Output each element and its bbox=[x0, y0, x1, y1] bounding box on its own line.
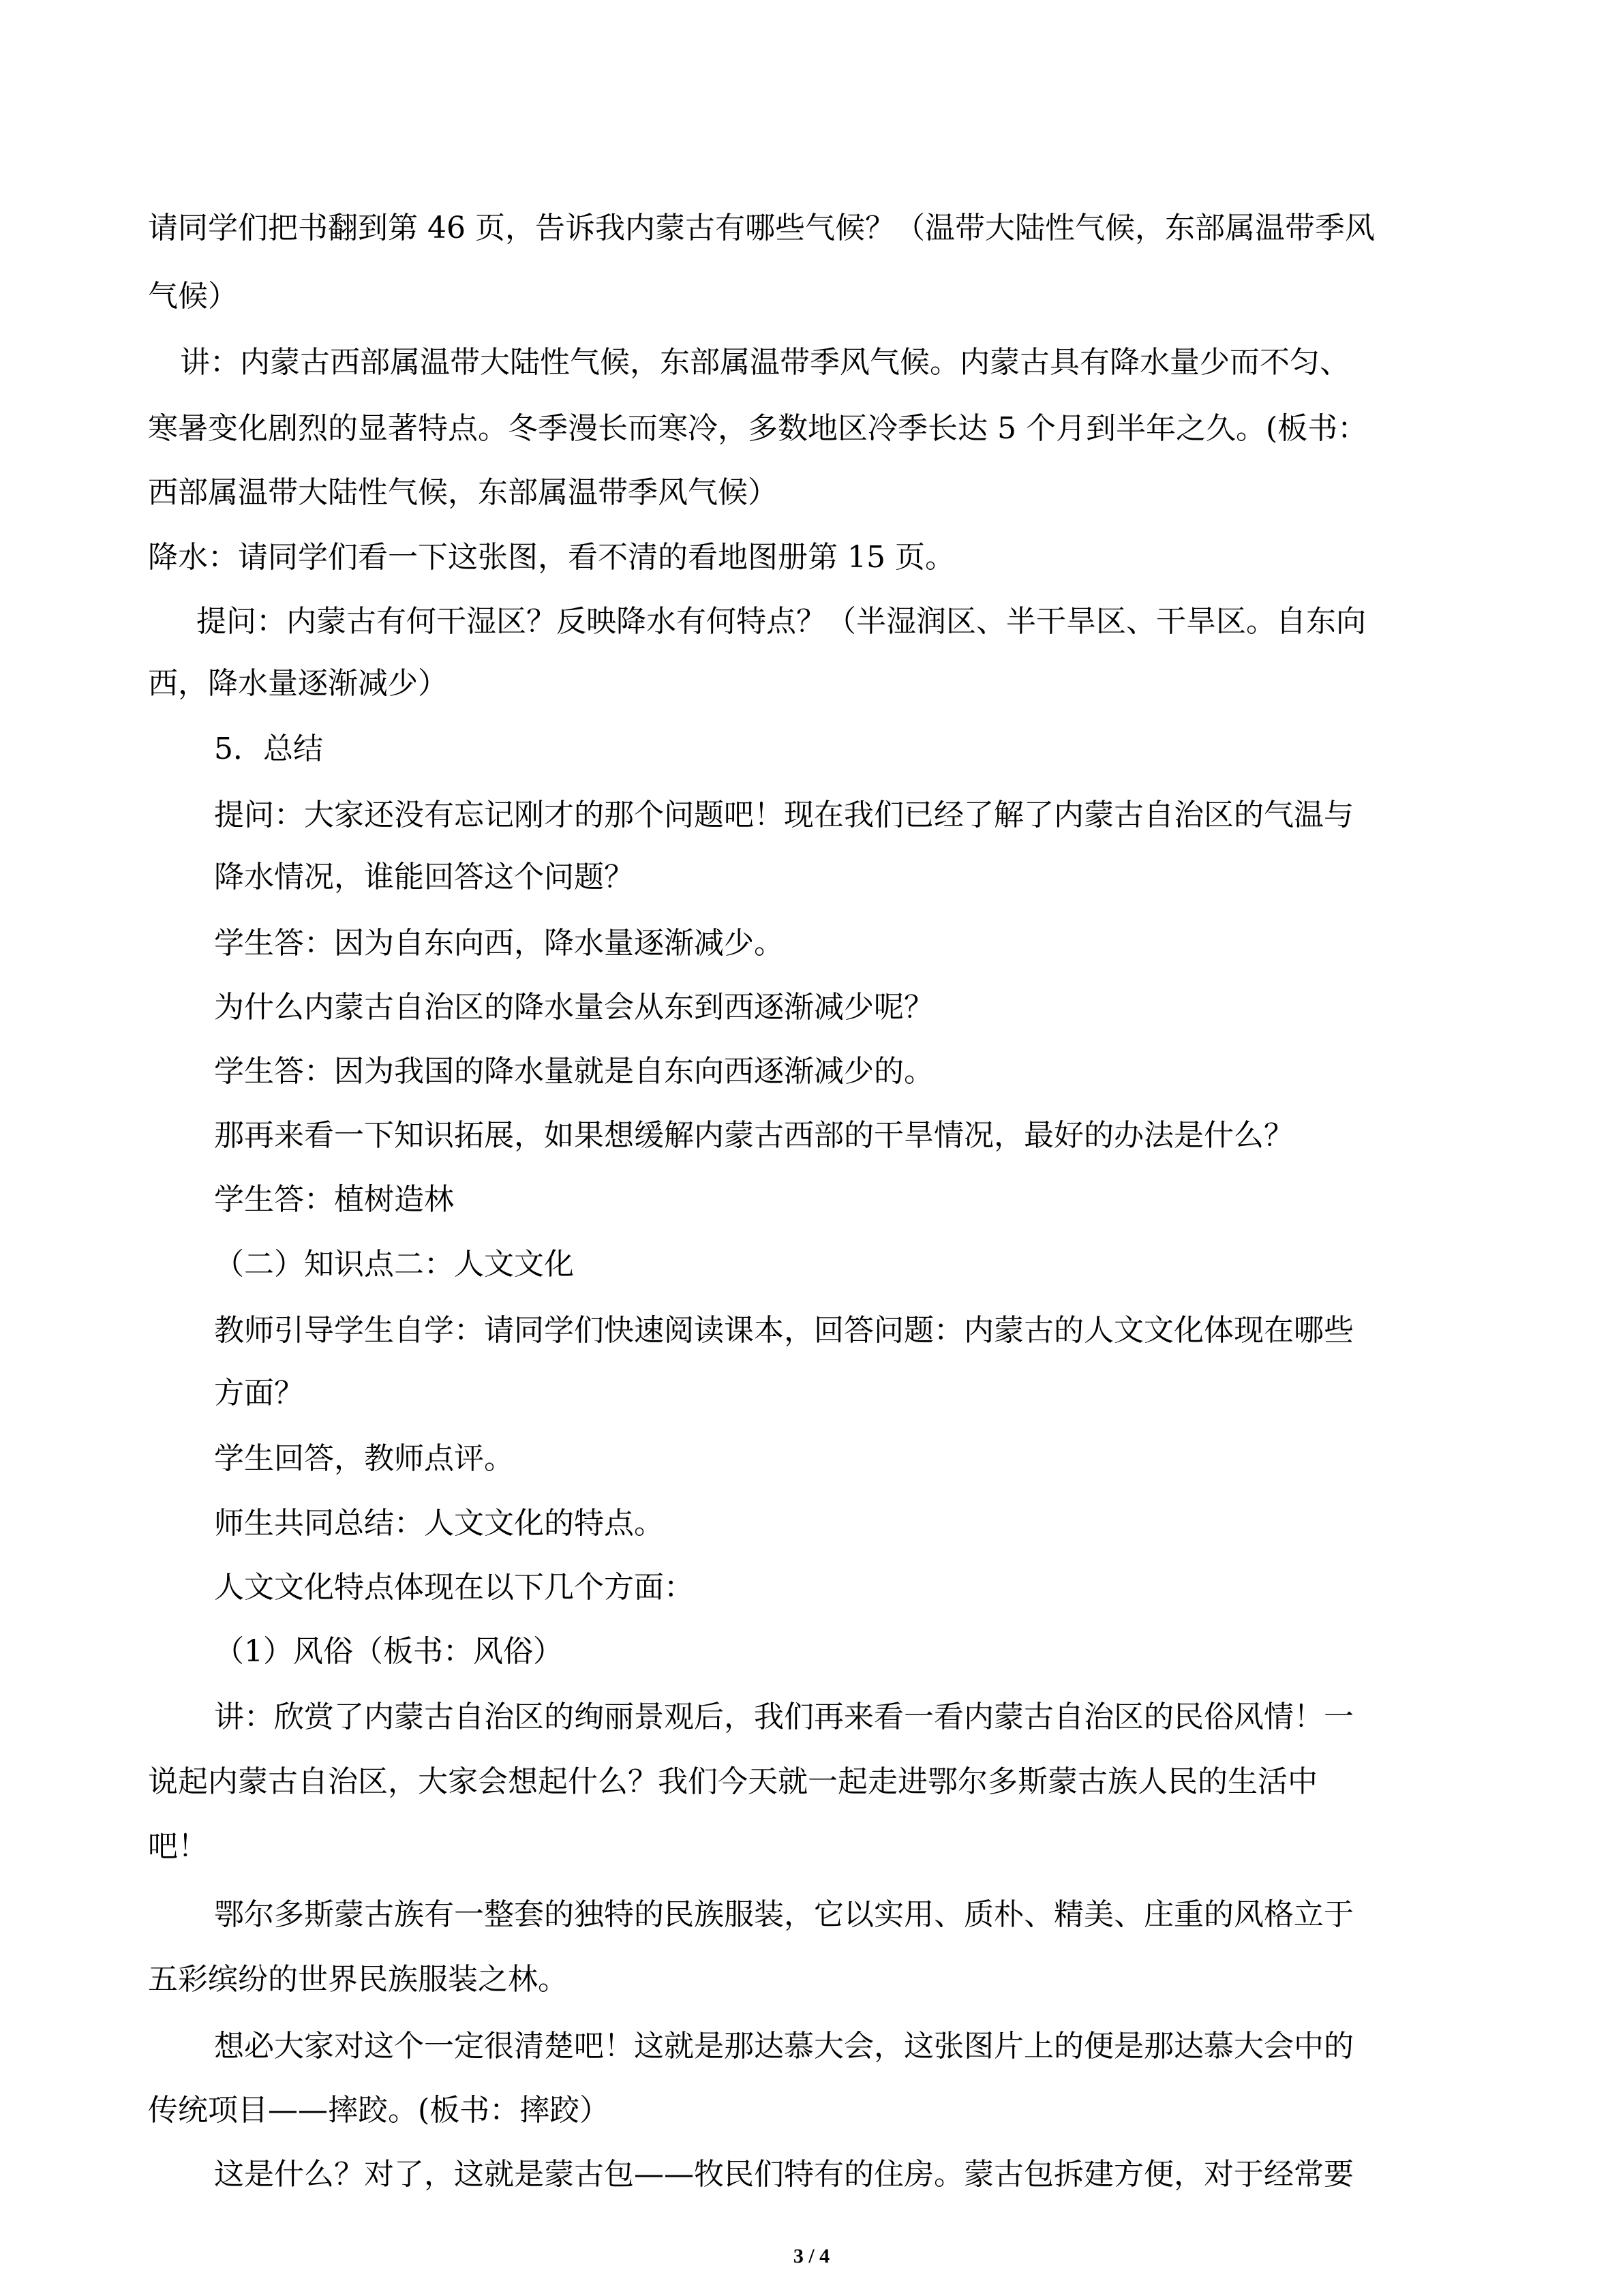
text-line: 学生答：植树造林 bbox=[214, 1182, 454, 1217]
text-line: 请同学们把书翻到第 46 页，告诉我内蒙古有哪些气候？（温带大陆性气候，东部属温带季风 bbox=[148, 211, 1375, 245]
text-line: 说起内蒙古自治区，大家会想起什么？我们今天就一起走进鄂尔多斯蒙古族人民的生活中 bbox=[148, 1764, 1318, 1799]
text-line: 这是什么？对了，这就是蒙古包——牧民们特有的住房。蒙古包拆建方便，对于经常要 bbox=[214, 2157, 1354, 2192]
text-line: 讲：欣赏了内蒙古自治区的绚丽景观后，我们再来看一看内蒙古自治区的民俗风情！一 bbox=[214, 1700, 1354, 1734]
section-heading: 5．总结 bbox=[214, 731, 323, 766]
text-line: 方面？ bbox=[214, 1376, 304, 1410]
text-line: 为什么内蒙古自治区的降水量会从东到西逐渐减少呢？ bbox=[214, 990, 934, 1025]
text-line: 学生答：因为我国的降水量就是自东向西逐渐减少的。 bbox=[214, 1054, 934, 1089]
text-line: 提问：大家还没有忘记刚才的那个问题吧！现在我们已经了解了内蒙古自治区的气温与 bbox=[214, 798, 1354, 832]
text-line: 五彩缤纷的世界民族服装之林。 bbox=[148, 1962, 568, 1997]
text-line: 气候） bbox=[148, 279, 238, 314]
text-line: 讲：内蒙古西部属温带大陆性气候，东部属温带季风气候。内蒙古具有降水量少而不匀、 bbox=[180, 345, 1350, 380]
text-line: 想必大家对这个一定很清楚吧！这就是那达慕大会，这张图片上的便是那达慕大会中的 bbox=[214, 2029, 1354, 2064]
text-line: 降水情况，谁能回答这个问题？ bbox=[214, 860, 634, 894]
text-line: 人文文化特点体现在以下几个方面： bbox=[214, 1570, 694, 1605]
text-line: 降水：请同学们看一下这张图，看不清的看地图册第 15 页。 bbox=[148, 540, 955, 575]
text-line: 寒暑变化剧烈的显著特点。冬季漫长而寒冷，多数地区冷季长达 5 个月到半年之久。(板书： bbox=[148, 411, 1368, 446]
text-line: 鄂尔多斯蒙古族有一整套的独特的民族服装，它以实用、质朴、精美、庄重的风格立于 bbox=[214, 1897, 1354, 1932]
section-heading: （1）风俗（板书：风俗） bbox=[214, 1634, 563, 1669]
text-line: 教师引导学生自学：请同学们快速阅读课本，回答问题：内蒙古的人文文化体现在哪些 bbox=[214, 1313, 1354, 1348]
text-line: 传统项目——摔跤。(板书：摔跤） bbox=[148, 2093, 610, 2128]
page-number: 3 / 4 bbox=[793, 2245, 830, 2267]
text-line: 西，降水量逐渐减少） bbox=[148, 666, 448, 701]
text-line: 提问：内蒙古有何干湿区？反映降水有何特点？（半湿润区、半干旱区、干旱区。自东向 bbox=[196, 604, 1366, 639]
text-line: 西部属温带大陆性气候，东部属温带季风气候） bbox=[148, 475, 778, 510]
text-line: 学生回答，教师点评。 bbox=[214, 1441, 514, 1476]
text-line: 师生共同总结：人文文化的特点。 bbox=[214, 1506, 664, 1541]
text-line: 那再来看一下知识拓展，如果想缓解内蒙古西部的干旱情况，最好的办法是什么？ bbox=[214, 1118, 1294, 1153]
text-line: 学生答：因为自东向西，降水量逐渐减少。 bbox=[214, 926, 784, 961]
section-heading: （二）知识点二：人文文化 bbox=[214, 1247, 574, 1282]
text-line: 吧！ bbox=[148, 1829, 208, 1864]
